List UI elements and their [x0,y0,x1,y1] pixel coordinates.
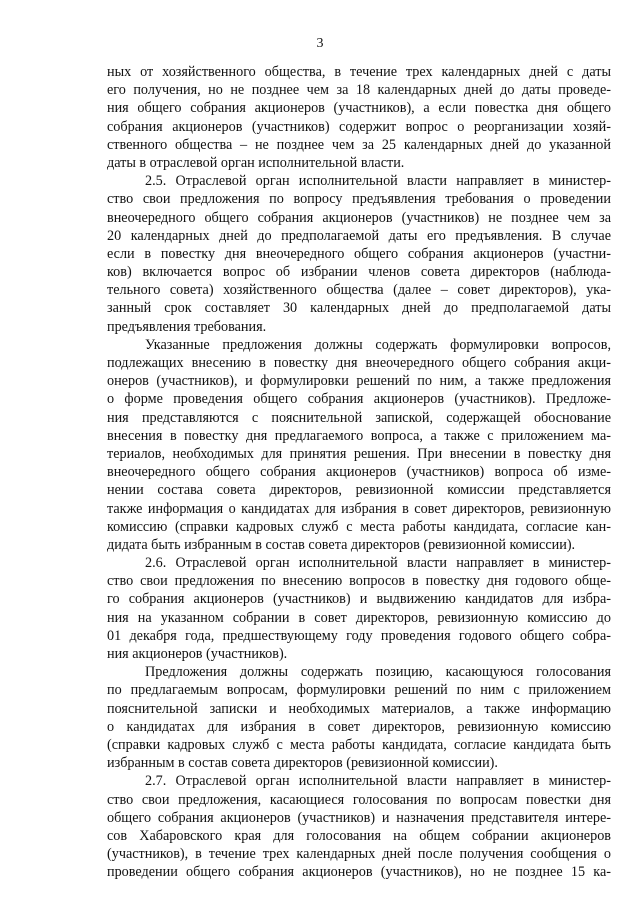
text-line: 20 календарных дней до предполагаемой даты его предъявления. В случае [107,227,611,244]
text-line: внеочередного общего собрания акционеров (участников) не позднее чем за [107,209,611,226]
text-line: о кандидатах для избрания в совет директоров, ревизионную комиссию [107,718,611,735]
text-line: ния акционеров (участников). [107,646,288,662]
text-line: избранным в состав совета директоров (ревизионной комиссии). [107,755,498,772]
text-line: сов Хабаровского края для голосования на общем собрании акционеров [107,827,611,844]
page-number: 3 [316,36,324,51]
text-line: общего собрания акционеров (участников) и назначения представителя интере- [107,809,611,826]
text-line: 2.6. Отраслевой орган исполнительной власти направляет в министер- [145,555,611,572]
text-line: нении состава совета директоров, ревизионной комиссии представляется [107,482,611,499]
text-line: о форме проведения общего собрания акционеров (участников). Предложе- [107,391,611,408]
paragraph-p-2-5 [107,172,611,336]
text-line: (участников), в течение трех календарных дней после получения сообщения о [107,846,611,863]
text-line: по предлагаемым вопросам, формулировки решений по ним с приложением [107,682,611,699]
text-line: собрания акционеров (участников) содержит вопрос о реорганизации хозяй- [107,118,611,135]
text-line: ния представляются с пояснительной запиской, содержащей обоснование [107,409,611,426]
text-line: 01 декабря года, предшествующему году проведения годового общего собра- [107,627,611,644]
text-line: внеочередного общего собрания акционеров (участников) вопроса об изме- [107,464,611,481]
text-line: тельного совета) хозяйственного общества (далее – совет директоров), ука- [107,282,611,299]
text-line: дидата быть избранным в состав совета директоров (ревизионной комиссии). [107,536,576,553]
text-line: ство свои предложения по внесению вопросов в повестку дня годового обще- [107,573,611,590]
text-line: го собрания акционеров (участников) и выдвижению кандидатов для избра- [107,591,611,608]
text-line: занный срок составляет 30 календарных дней до предполагаемой даты [107,300,611,317]
text-line: ния на указанном собрании в совет директоров, ревизионную комиссию до [107,609,611,626]
text-line: пояснительной записки и необходимых материалов, а также информацию [107,700,611,717]
text-line: ков) включается вопрос об избрании членов совета директоров (наблюда- [107,264,611,281]
text-line: ных от хозяйственного общества, в течение трех календарных дней с даты [107,64,611,80]
paragraph-p-2-6-b [107,663,611,772]
text-line: комиссию (справки кадровых служб с места работы кандидата, согласие кан- [107,518,611,535]
text-line: ственного общества – не позднее чем за 25 календарных дней до указанной [107,136,611,153]
text-line: подлежащих внесению в повестку дня внеочередного общего собрания акци- [107,355,611,371]
paragraph-p-continued [107,63,611,172]
text-line: (справки кадровых служб с места работы кандидата, согласие кандидата быть [107,736,611,753]
text-line: териалов, необходимых для принятия решения. При внесении в повестку дня [107,445,611,462]
text-line: предъявления требования. [107,318,267,335]
paragraph-p-2-6 [107,554,611,663]
text-line: ния общего собрания акционеров (участников), а если повестка дня общего [107,100,611,117]
text-line: 2.5. Отраслевой орган исполнительной власти направляет в министер- [145,173,611,190]
text-line: его получения, но не позднее чем за 18 календарных дней до даты проведе- [107,82,611,99]
paragraph-p-2-7 [107,772,611,881]
paragraph-p-2-5-b [107,336,611,554]
text-line: проведении общего собрания акционеров (участников), но не позднее 15 ка- [107,864,611,881]
text-line: внесения в повестку дня предлагаемого вопроса, а также с приложением ма- [107,427,611,444]
text-line: также информация о кандидатах для избрания в совет директоров, ревизионную [107,500,611,517]
document-body [107,63,611,881]
text-line: ство свои предложения, касающиеся голосования по вопросам повестки дня [107,791,611,808]
text-line: ство свои предложения по вопросу предъявления требования о проведении [107,191,611,208]
text-line: Указанные предложения должны содержать формулировки вопросов, [145,336,611,353]
text-line: если в повестку дня внеочередного общего собрания акционеров (участни- [107,245,611,262]
text-line: онеров (участников), и формулировки решений по ним, а также предложения [107,373,611,390]
text-line: 2.7. Отраслевой орган исполнительной власти направляет в министер- [145,773,611,790]
text-line: даты в отраслевой орган исполнительной власти. [107,154,405,171]
text-line: Предложения должны содержать позицию, касающуюся голосования [145,664,611,681]
